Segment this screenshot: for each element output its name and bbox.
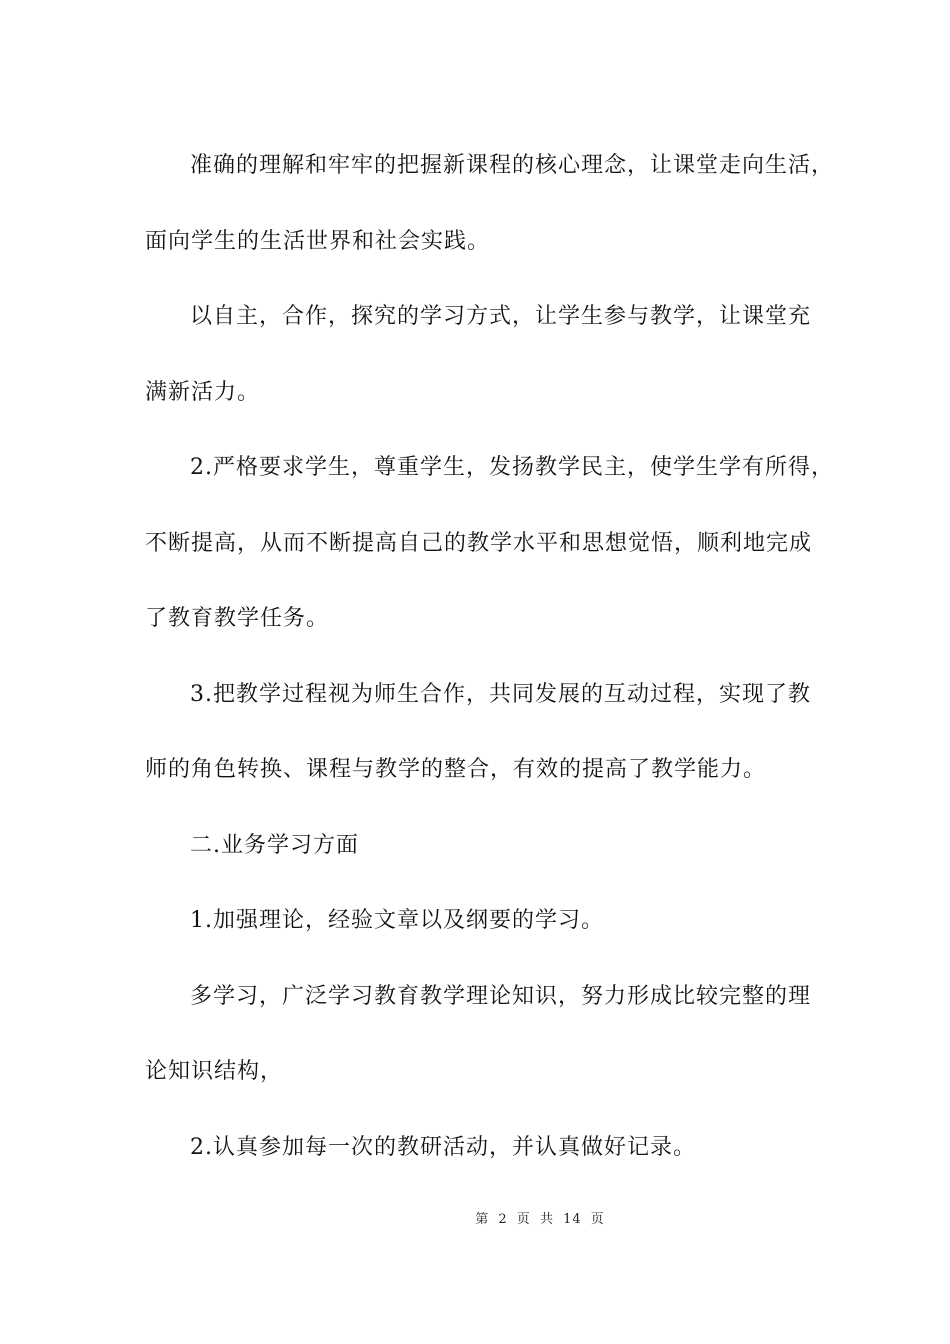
paragraph-line: 2.严格要求学生，尊重学生，发扬教学民主，使学生学有所得， <box>190 455 834 480</box>
paragraph-line: 不断提高，从而不断提高自己的教学水平和思想觉悟，顺利地完成 <box>145 530 813 556</box>
footer-page-word: 页 <box>516 1212 531 1227</box>
paragraph-item-3 <box>145 657 825 808</box>
footer-suffix: 页 <box>590 1212 605 1227</box>
footer-current-page: 2 <box>498 1212 508 1227</box>
paragraph-study-item-2 <box>145 1110 825 1186</box>
paragraph-line: 以自主，合作，探究的学习方式，让学生参与教学，让课堂充 <box>190 304 812 329</box>
paragraph-line: 准确的理解和牢牢的把握新课程的核心理念，让课堂走向生活， <box>190 153 835 178</box>
footer-total-word: 共 <box>539 1212 554 1227</box>
paragraph-line: 多学习，广泛学习教育教学理论知识，努力形成比较完整的理 <box>190 983 812 1009</box>
section-heading: 二.业务学习方面 <box>190 832 359 858</box>
paragraph-learning-style <box>145 279 825 430</box>
paragraph-line: 了教育教学任务。 <box>145 606 330 631</box>
paragraph-line: 论知识结构， <box>145 1059 284 1084</box>
paragraph-study-item-1 <box>145 883 825 959</box>
page-footer <box>0 1208 950 1227</box>
footer-prefix: 第 <box>475 1212 490 1227</box>
paragraph-line: 面向学生的生活世界和社会实践。 <box>145 228 491 254</box>
paragraph-core-concept <box>145 128 835 279</box>
paragraph-line: 1.加强理论，经验文章以及纲要的学习。 <box>190 908 604 933</box>
section-heading-business-study <box>145 808 825 884</box>
paragraph-more-study <box>145 959 825 1110</box>
paragraph-item-2 <box>145 430 834 657</box>
paragraph-line: 满新活力。 <box>145 379 261 405</box>
paragraph-line: 2.认真参加每一次的教研活动，并认真做好记录。 <box>190 1134 696 1160</box>
paragraph-line: 3.把教学过程视为师生合作，共同发展的互动过程，实现了教 <box>190 681 811 707</box>
paragraph-line: 师的角色转换、课程与教学的整合，有效的提高了教学能力。 <box>145 757 767 782</box>
document-body <box>145 128 835 1185</box>
footer-total-pages: 14 <box>563 1212 582 1227</box>
